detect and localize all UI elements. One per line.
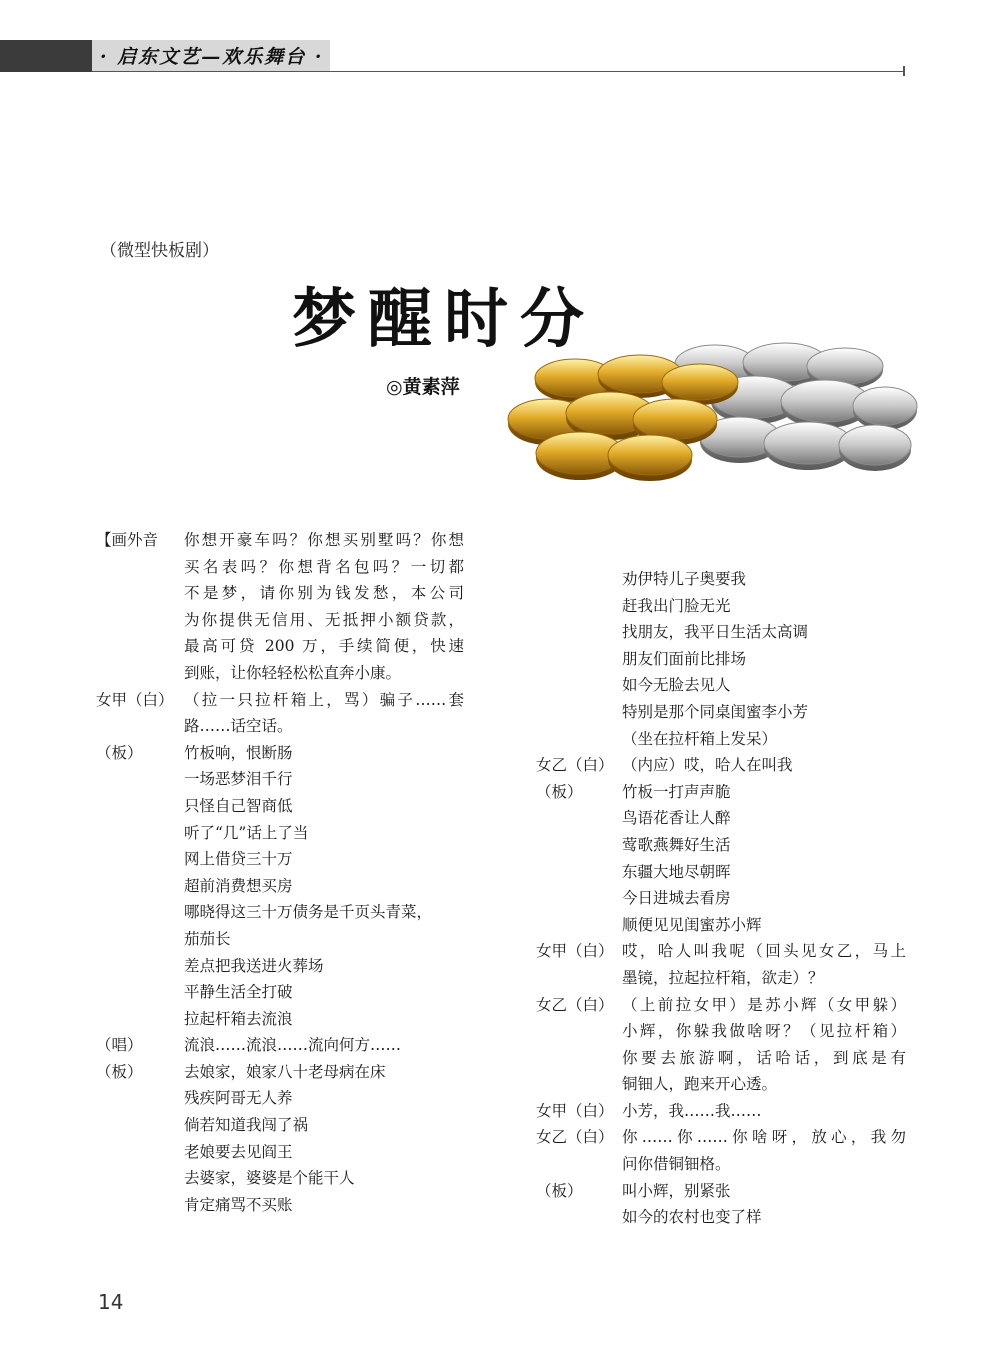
line-text: 你要去旅游啊，话哈话，到底是有 bbox=[622, 1048, 906, 1067]
script-line bbox=[96, 953, 468, 980]
script-line bbox=[96, 660, 468, 687]
script-line bbox=[536, 965, 908, 992]
author-byline: ◎黄素萍 bbox=[386, 376, 460, 398]
coins-illustration bbox=[500, 340, 920, 490]
page-number: 14 bbox=[98, 1290, 124, 1314]
line-text: 流浪……流浪……流向何方…… bbox=[184, 1036, 402, 1055]
line-text: 网上借贷三十万 bbox=[184, 850, 293, 869]
script-line bbox=[96, 1059, 468, 1086]
line-text: 朋友们面前比排场 bbox=[622, 649, 747, 668]
script-line bbox=[96, 1139, 468, 1166]
script-line bbox=[536, 912, 908, 939]
script-line bbox=[536, 752, 908, 779]
line-text: 只怪自己智商低 bbox=[184, 796, 293, 815]
line-text: 小辉，你躲我做啥呀？（见拉杆箱） bbox=[622, 1022, 906, 1041]
script-line bbox=[96, 1085, 468, 1112]
line-text: 听了“几”话上了当 bbox=[184, 823, 309, 842]
line-text: 去婆家，婆婆是个能干人 bbox=[184, 1169, 355, 1188]
script-line bbox=[536, 593, 908, 620]
line-text: 平静生活全打破 bbox=[184, 983, 293, 1002]
line-text: 一场恶梦泪千行 bbox=[184, 770, 293, 789]
line-text: 哪晓得这三十万债务是千页头青菜， bbox=[184, 903, 433, 922]
line-text: （内应）哎，哈人在叫我 bbox=[622, 756, 793, 775]
line-text: 你想开豪车吗？你想买别墅吗？你想 bbox=[184, 531, 464, 549]
script-line bbox=[96, 580, 468, 607]
line-text: 如今的农村也变了样 bbox=[622, 1208, 762, 1227]
script-line bbox=[536, 1178, 908, 1205]
line-text: 找朋友，我平日生活太高调 bbox=[622, 623, 809, 642]
line-text: 路……话空话。 bbox=[184, 717, 293, 736]
line-text: 莺歌燕舞好生活 bbox=[622, 835, 731, 854]
script-line bbox=[536, 859, 908, 886]
line-text: 拉起杆箱去流浪 bbox=[184, 1009, 293, 1028]
header-rule bbox=[92, 71, 905, 72]
line-text: 问你借铜钿格。 bbox=[622, 1155, 731, 1174]
line-text: 今日进城去看房 bbox=[622, 889, 731, 908]
script-line bbox=[96, 820, 468, 847]
speaker-label: 女乙（白） bbox=[536, 995, 614, 1014]
script-line bbox=[536, 566, 908, 593]
script-line bbox=[536, 1045, 908, 1072]
script-line bbox=[536, 1204, 908, 1231]
line-text: 你……你……你啥呀，放心，我勿 bbox=[622, 1128, 906, 1147]
speaker-label: （唱） bbox=[96, 1036, 143, 1055]
script-line bbox=[536, 1151, 908, 1178]
speaker-label: （板） bbox=[96, 1062, 143, 1081]
script-line bbox=[96, 846, 468, 873]
line-text: 叫小辉，别紧张 bbox=[622, 1181, 731, 1200]
header-dark-block bbox=[0, 40, 92, 72]
script-line bbox=[536, 619, 908, 646]
line-text: 残疾阿哥无人养 bbox=[184, 1089, 293, 1108]
script-line bbox=[536, 1071, 908, 1098]
line-text: 为你提供无信用、无抵押小额贷款， bbox=[184, 610, 464, 629]
line-text: 哎，哈人叫我呢（回头见女乙，马上 bbox=[622, 942, 906, 961]
line-text: 超前消费想买房 bbox=[184, 876, 293, 895]
script-line bbox=[536, 1018, 908, 1045]
speaker-label: （板） bbox=[96, 743, 143, 762]
left-column bbox=[96, 527, 468, 1218]
speaker-label: （板） bbox=[536, 1181, 583, 1200]
line-text: 墨镜，拉起拉杆箱，欲走）？ bbox=[622, 968, 824, 987]
speaker-label: 女乙（白） bbox=[536, 1128, 614, 1147]
section-title: · 启东文艺—欢乐舞台 · bbox=[100, 46, 324, 68]
line-text: 到账，让你轻轻松松直奔小康。 bbox=[184, 663, 402, 682]
line-text: 去娘家，娘家八十老母病在床 bbox=[184, 1062, 386, 1081]
script-line bbox=[536, 646, 908, 673]
right-column bbox=[536, 566, 908, 1231]
script-line bbox=[96, 1192, 468, 1219]
line-text: 老娘要去见阎王 bbox=[184, 1142, 293, 1161]
script-line bbox=[536, 779, 908, 806]
script-line bbox=[96, 873, 468, 900]
line-text: 倘若知道我闯了祸 bbox=[184, 1116, 309, 1135]
script-line bbox=[536, 1124, 908, 1151]
line-text: 铜钿人，跑来开心透。 bbox=[622, 1075, 778, 1094]
script-line bbox=[536, 672, 908, 699]
speaker-label: （板） bbox=[536, 782, 583, 801]
script-line bbox=[536, 832, 908, 859]
line-text: 买名表吗？你想背名包吗？一切都 bbox=[184, 557, 464, 576]
script-line bbox=[96, 926, 468, 953]
script-line bbox=[96, 740, 468, 767]
script-line bbox=[536, 885, 908, 912]
script-line bbox=[536, 805, 908, 832]
script-line bbox=[96, 793, 468, 820]
script-line bbox=[96, 1032, 468, 1059]
speaker-label: 女甲（白） bbox=[536, 1101, 614, 1120]
speaker-label: 【画外音 bbox=[96, 531, 159, 549]
line-text: （上前拉女甲）是苏小辉（女甲躲） bbox=[622, 995, 906, 1014]
script-line bbox=[96, 979, 468, 1006]
line-text: （拉一只拉杆箱上，骂）骗子……套 bbox=[184, 690, 464, 709]
script-line bbox=[96, 607, 468, 634]
line-text: 赶我出门脸无光 bbox=[622, 596, 731, 615]
script-line bbox=[96, 1006, 468, 1033]
script-line bbox=[96, 713, 468, 740]
line-text: 竹板一打声声脆 bbox=[622, 782, 731, 801]
line-text: 茄茄长 bbox=[184, 929, 231, 948]
line-text: （坐在拉杆箱上发呆） bbox=[622, 729, 778, 748]
script-line bbox=[96, 766, 468, 793]
script-line bbox=[96, 527, 468, 554]
script-line bbox=[96, 1165, 468, 1192]
line-text: 小芳，我……我…… bbox=[622, 1101, 762, 1120]
script-line bbox=[536, 1098, 908, 1125]
line-text: 不是梦，请你别为钱发愁，本公司 bbox=[184, 584, 464, 603]
line-text: 差点把我送进火葬场 bbox=[184, 956, 324, 975]
line-text: 特别是那个同桌闺蜜李小芳 bbox=[622, 702, 809, 721]
script-line bbox=[96, 899, 468, 926]
line-text: 顺便见见闺蜜苏小辉 bbox=[622, 915, 762, 934]
script-line bbox=[96, 1112, 468, 1139]
speaker-label: 女甲（白） bbox=[96, 690, 174, 709]
script-line bbox=[536, 699, 908, 726]
header-rule-end bbox=[903, 66, 905, 76]
line-text: 最高可贷 200 万，手续简便，快速 bbox=[184, 637, 464, 656]
script-line bbox=[96, 554, 468, 581]
script-line bbox=[96, 633, 468, 660]
speaker-label: 女甲（白） bbox=[536, 942, 614, 961]
script-line bbox=[536, 992, 908, 1019]
line-text: 东疆大地尽朝晖 bbox=[622, 862, 731, 881]
script-line bbox=[536, 726, 908, 753]
line-text: 竹板响，恨断肠 bbox=[184, 743, 293, 762]
line-text: 劝伊特儿子奥要我 bbox=[622, 570, 747, 588]
line-text: 肯定痛骂不买账 bbox=[184, 1195, 293, 1214]
line-text: 如今无脸去见人 bbox=[622, 676, 731, 695]
script-line bbox=[96, 687, 468, 714]
genre-label: （微型快板剧） bbox=[100, 241, 219, 261]
line-text: 鸟语花香让人醉 bbox=[622, 809, 731, 828]
speaker-label: 女乙（白） bbox=[536, 756, 614, 775]
script-line bbox=[536, 938, 908, 965]
article-title: 梦醒时分 bbox=[292, 283, 596, 357]
